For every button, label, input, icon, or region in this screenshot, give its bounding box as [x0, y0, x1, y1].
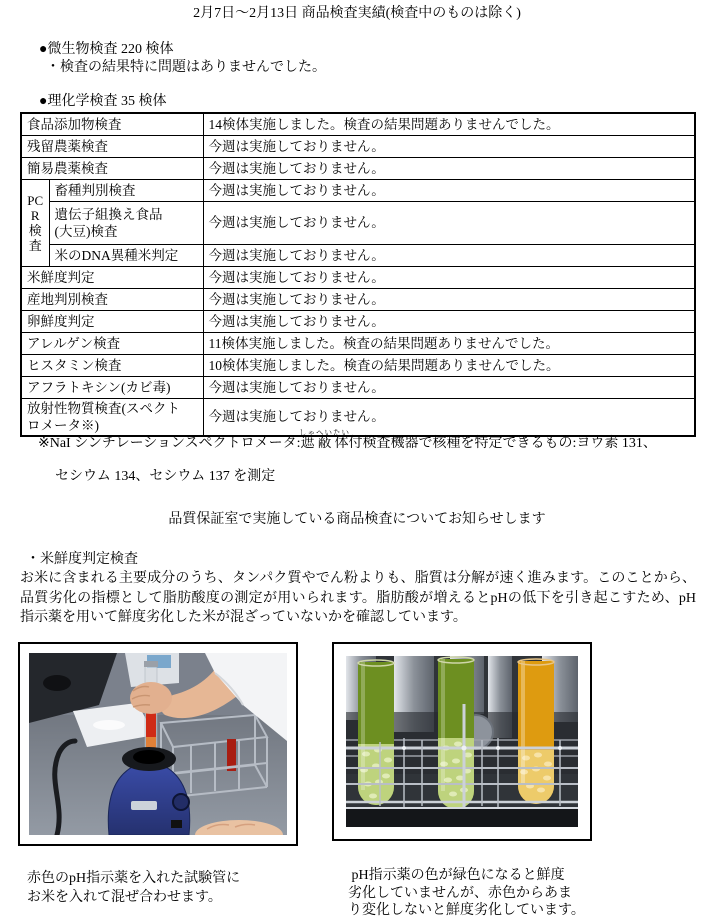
photo-three-test-tubes	[346, 656, 578, 827]
table-row	[21, 288, 695, 310]
test-label-cell: 畜種判別検査	[49, 179, 203, 201]
announcement-heading: 品質保証室で実施している商品検査についてお知らせします	[168, 512, 546, 527]
pcr-group-cell	[21, 179, 49, 266]
spectrometer-footnote	[38, 428, 698, 486]
physchem-inspection-heading: ●理化学検査 35 検体	[39, 94, 167, 109]
test-result-cell: 今週は実施しておりません。	[203, 201, 695, 244]
bench-shadow	[346, 808, 578, 827]
test-label-cell: ヒスタミン検査	[21, 354, 203, 376]
test-result-cell: 今週は実施しておりません。	[203, 288, 695, 310]
mixer-label	[131, 801, 157, 810]
test-label-cell: 産地判別検査	[21, 288, 203, 310]
test-result-cell: 14検体実施しました。検査の結果問題ありませんでした。	[203, 113, 695, 135]
glass-highlight	[521, 661, 525, 785]
table-row	[21, 376, 695, 398]
test-result-cell: 今週は実施しておりません。	[203, 179, 695, 201]
table-row	[21, 244, 695, 266]
test-result-cell: 今週は実施しておりません。	[203, 157, 695, 179]
glass-highlight	[361, 662, 365, 790]
page-title: 2月7日〜2月13日 商品検査実績(検査中のものは除く)	[193, 6, 521, 21]
photo-frame-left	[18, 642, 298, 846]
footnote-ruby-furigana: しゃへいたい	[299, 428, 350, 437]
photo-vortex-mixer	[29, 653, 287, 835]
test-label-cell: アフラトキシン(カビ毒)	[21, 376, 203, 398]
test-label-cell: 食品添加物検査	[21, 113, 203, 135]
hand-fist	[130, 682, 172, 714]
caption-left-photo: 赤色のpH指示薬を入れた試験管に お米を入れて混ぜ合わせます。	[27, 871, 241, 905]
test-result-cell: 10検体実施しました。検査の結果問題ありませんでした。	[203, 354, 695, 376]
mixer-switch	[171, 820, 182, 828]
table-row	[21, 113, 695, 135]
pcr-vertical-label: PCR検査	[27, 192, 44, 253]
rice-freshness-heading: ・米鮮度判定検査	[26, 552, 138, 567]
footnote-line-1	[38, 428, 698, 458]
test-result-cell: 今週は実施しておりません。	[203, 244, 695, 266]
test-label-cell: 残留農薬検査	[21, 135, 203, 157]
test-label-cell: 卵鮮度判定	[21, 310, 203, 332]
micro-inspection-heading: ●微生物検査 220 検体	[39, 42, 174, 57]
table-row	[21, 157, 695, 179]
table-row	[21, 332, 695, 354]
orange-tube-3	[518, 659, 554, 804]
test-result-cell: 今週は実施しておりません。	[203, 135, 695, 157]
footnote-ruby	[299, 428, 350, 451]
footnote-prefix: ※NaI シンチレーションスペクトロメータ:	[38, 436, 301, 451]
table-row	[21, 266, 695, 288]
test-label-cell: 米鮮度判定	[21, 266, 203, 288]
test-result-cell: 今週は実施しておりません。	[203, 266, 695, 288]
rice-freshness-paragraph: お米に含まれる主要成分のうち、タンパク質やでん粉よりも、脂質は分解が速く進みます。このことから、品質劣化の指標として脂肪酸度の測定が用いられます。脂肪酸が増えるとpHの低下を引き起こすため、pH指示薬を用いて鮮度劣化した米が混ざっていないかを確認しています。	[20, 571, 696, 625]
bench-hole	[43, 675, 71, 691]
footnote-line-2: セシウム 134、セシウム 137 を測定	[55, 469, 276, 484]
test-result-cell: 今週は実施しておりません。	[203, 376, 695, 398]
micro-inspection-result: ・検査の結果特に問題はありませんでした。	[46, 60, 326, 75]
green-tube-2	[438, 657, 474, 809]
test-result-cell: 今週は実施しておりません。	[203, 398, 695, 436]
test-label-cell: 米のDNA異種米判定	[49, 244, 203, 266]
glass-highlight	[441, 659, 445, 791]
mixer-cap-center	[133, 750, 165, 764]
physchem-results-table	[20, 112, 696, 437]
test-label-cell: 簡易農薬検査	[21, 157, 203, 179]
caption-right-photo: pH指示薬の色が緑色になると鮮度 劣化していませんが、赤色からあま り変化しないと鮮度劣化しています。	[348, 868, 585, 918]
mixer-dial	[173, 794, 189, 810]
tube-rim	[144, 661, 158, 667]
test-result-cell: 今週は実施しておりません。	[203, 310, 695, 332]
rice-powder-pile	[93, 720, 125, 730]
test-label-cell: アレルゲン検査	[21, 332, 203, 354]
footnote-ruby-base: 遮蔽体	[299, 436, 350, 451]
test-label-cell: 遺伝子組換え食品 (大豆)検査	[49, 201, 203, 244]
test-result-cell: 11検体実施しました。検査の結果問題ありませんでした。	[203, 332, 695, 354]
table-row	[21, 354, 695, 376]
test-label-cell: 放射性物質検査(スペクト ロメータ※)	[21, 398, 203, 436]
table-row	[21, 201, 695, 244]
photo-frame-right	[332, 642, 592, 841]
table-row	[21, 310, 695, 332]
footnote-suffix: 付検査機器で核種を特定できるもの:ヨウ素 131、	[348, 436, 657, 451]
table-row	[21, 179, 695, 201]
table-row	[21, 135, 695, 157]
